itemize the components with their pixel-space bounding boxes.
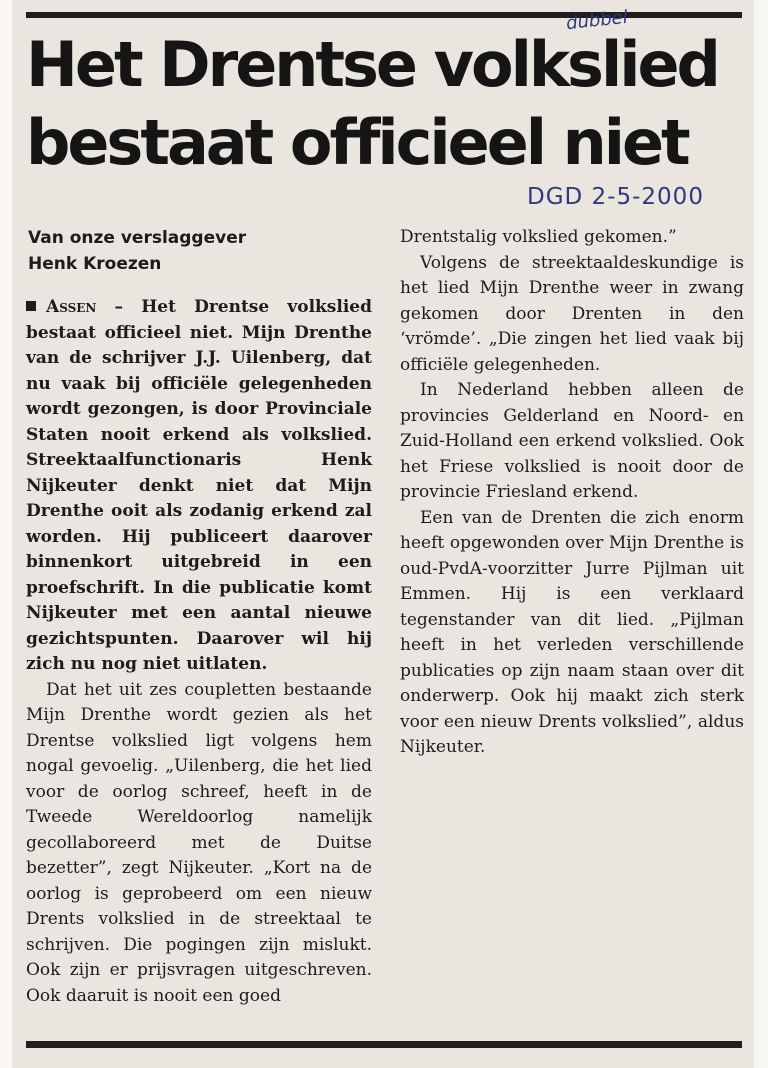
body-paragraph-4: In Nederland hebben alleen de provincies Gelderland en Noord- en Zuid-Holland een erkend volkslied. Ook het Friese volkslied is nooit door de provincie Friesland erkend. (400, 380, 744, 502)
dateline-place: Assen (46, 297, 97, 317)
lead-paragraph (26, 295, 372, 678)
scan-border-left (0, 0, 12, 1068)
headline-line-2: bestaat officieel niet (26, 106, 688, 179)
body-paragraph-2: Dat het uit zes coupletten bestaande Mijn Drenthe wordt gezien als het Drentse volkslied ligt volgens hem nogal gevoelig. „Uilenberg, die het lied voor de oorlog schreef, heeft in de Tweede Wereldoorlog namelijk gecollaboreerd met de Duitse bezetter”, zegt Nijkeuter. „Kort na de oorlog is geprobeerd om een nieuw Drents volkslied in de streektaal te schrijven. Die pogingen zijn mislukt. Ook zijn er prijsvragen uitgeschreven. Ook daaruit is nooit een goed (26, 679, 372, 1006)
byline (28, 225, 372, 277)
headline (26, 26, 746, 182)
scan-border-right (754, 0, 768, 1068)
article-column-right (400, 225, 744, 761)
handwritten-source-date: DGD 2-5-2000 (527, 184, 704, 210)
top-rule (26, 12, 742, 18)
bullet-square-icon (26, 301, 36, 311)
headline-line-1: Het Drentse volkslied (26, 28, 718, 101)
byline-author: Henk Kroezen (28, 254, 162, 274)
handwritten-note-dubbel: dubbel (565, 6, 629, 35)
article-column-left (26, 225, 372, 1009)
lead-text: – Het Drentse volkslied bestaat officieel niet. Mijn Drenthe van de schrijver J.J. Uilenberg, dat nu vaak bij officiële gelegenheden wordt gezongen, is door Provinciale Staten nooit erkend als volkslied. Streektaalfunctionaris Henk Nijkeuter denkt niet dat Mijn Drenthe ooit als zodanig erkend zal worden. Hij publiceert daarover binnenkort uitgebreid in een proefschrift. In die publicatie komt Nijkeuter met een aantal nieuwe gezichtspunten. Daarover wil hij zich nu nog niet uitlaten. (26, 297, 372, 674)
body-paragraph-5: Een van de Drenten die zich enorm heeft opgewonden over Mijn Drenthe is oud-PvdA-voorzitter Jurre Pijlman uit Emmen. Hij is een verklaard tegenstander van dit lied. „Pijlman heeft in het verleden verschillende publicaties op zijn naam staan over dit onderwerp. Ook hij maakt zich sterk voor een nieuw Drents volkslied”, aldus Nijkeuter. (400, 507, 744, 757)
bottom-rule (26, 1041, 742, 1048)
byline-role: Van onze verslaggever (28, 228, 247, 248)
body-paragraph-3: Volgens de streektaaldeskundige is het lied Mijn Drenthe weer in zwang gekomen door Drenten in den ‘vrömde’. „Die zingen het lied vaak bij officiële gelegenheden. (400, 252, 744, 375)
body-paragraph-2-continued: Drentstalig volkslied gekomen.” (400, 227, 677, 247)
